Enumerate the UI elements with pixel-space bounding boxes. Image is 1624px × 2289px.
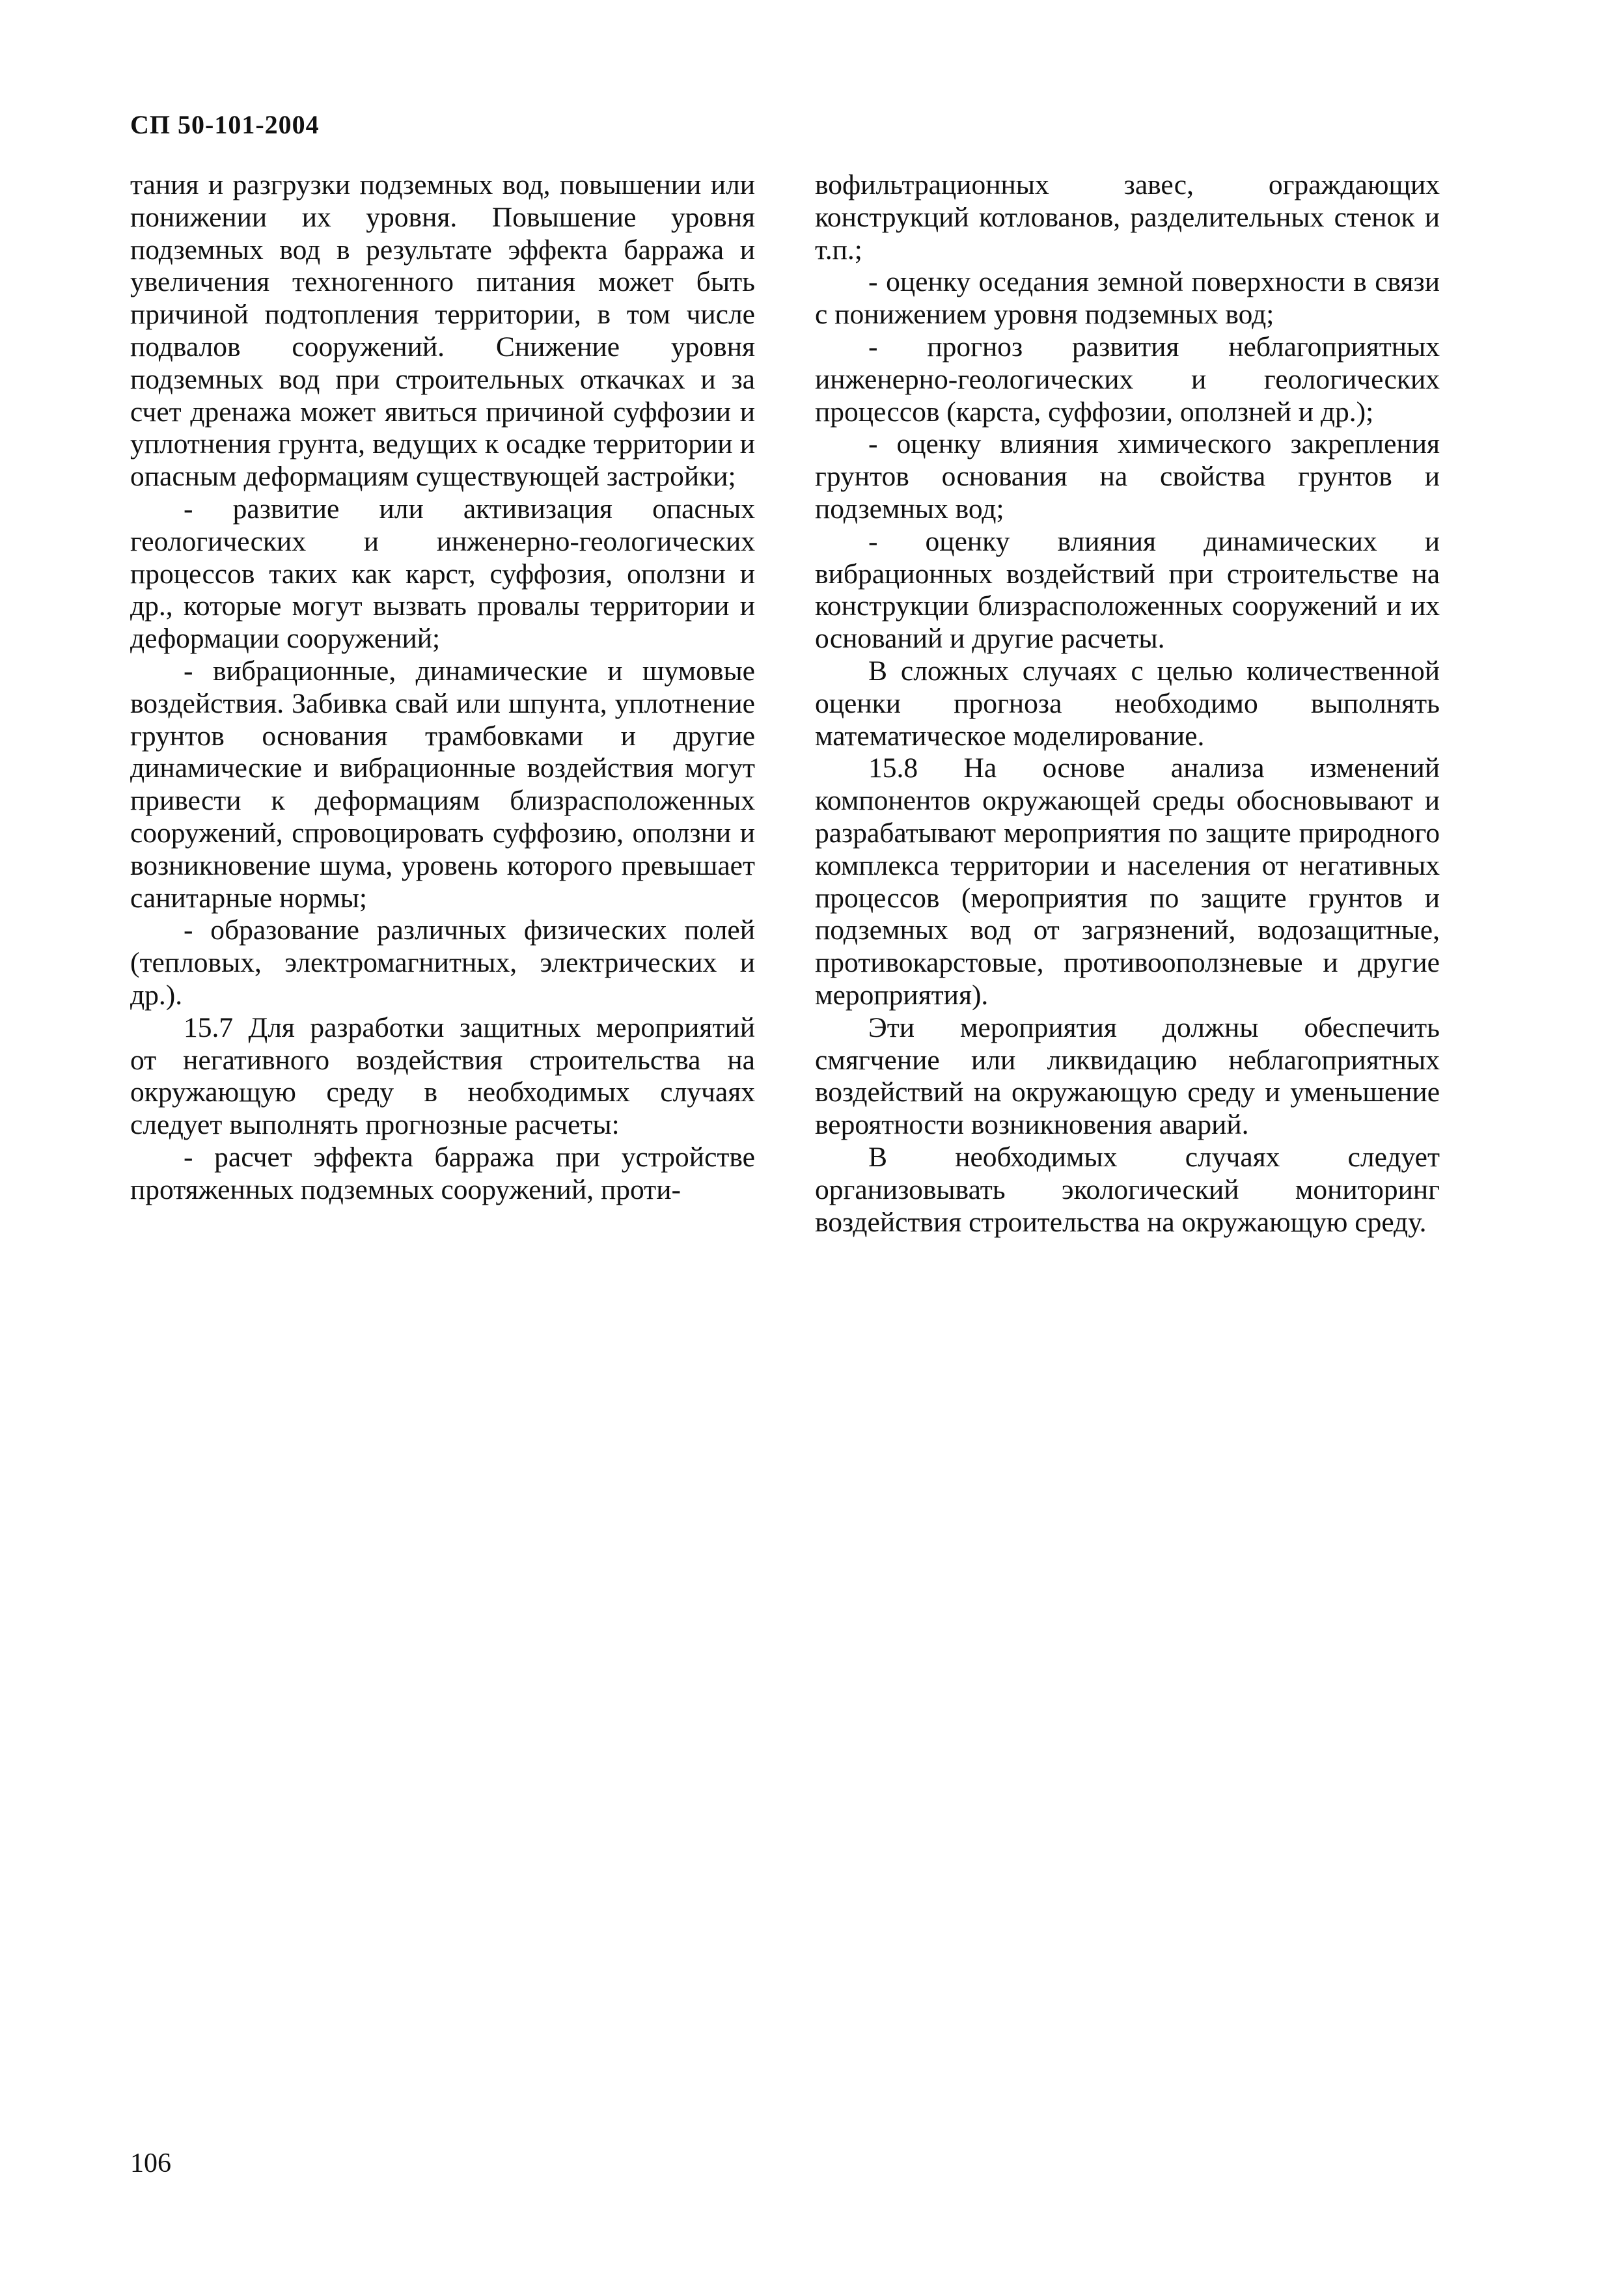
- paragraph: вофильтрационных завес, ограждающих конструкций котлованов, разделительных стенок и т.п.;: [815, 169, 1440, 266]
- right-text-column: [815, 169, 1440, 1239]
- paragraph: Эти мероприятия должны обеспечить смягчение или ликвидацию неблагоприятных воздействий на окружающую среду и уменьшение вероятности возникновения аварий.: [815, 1011, 1440, 1141]
- paragraph-section-15-7: 15.7 Для разработки защитных мероприятий от негативного воздействия строительства на окружающую среду в необходимых случаях следует выполнять прогнозные расчеты:: [130, 1011, 755, 1141]
- paragraph: В сложных случаях с целью количественной оценки прогноза необходимо выполнять математическое моделирование.: [815, 655, 1440, 752]
- paragraph: - оценку влияния динамических и вибрационных воздействий при строительстве на конструкции близрасположенных сооружений и их оснований и другие расчеты.: [815, 525, 1440, 655]
- left-text-column: [130, 169, 755, 1207]
- paragraph: тания и разгрузки подземных вод, повышении или понижении их уровня. Повышение уровня подземных вод в результате эффекта барража и увеличения техногенного питания может быть причиной подтопления территории, в том числе подвалов сооружений. Снижение уровня подземных вод при строительных откачках и за счет дренажа может явиться причиной суффозии и уплотнения грунта, ведущих к осадке территории и опасным деформациям существующей застройки;: [130, 169, 755, 493]
- paragraph: - оценку оседания земной поверхности в связи с понижением уровня подземных вод;: [815, 266, 1440, 331]
- page-number: 106: [130, 2148, 171, 2178]
- paragraph: - оценку влияния химического закрепления грунтов основания на свойства грунтов и подземных вод;: [815, 428, 1440, 525]
- paragraph: - вибрационные, динамические и шумовые воздействия. Забивка свай или шпунта, уплотнение грунтов основания трамбовками и другие динамические и вибрационные воздействия могут привести к деформациям близрасположенных сооружений, спровоцировать суффозию, оползни и возникновение шума, уровень которого превышает санитарные нормы;: [130, 655, 755, 914]
- paragraph: - прогноз развития неблагоприятных инженерно-геологических и геологических процессов (карста, суффозии, оползней и др.);: [815, 331, 1440, 428]
- document-code-header: СП 50-101-2004: [130, 110, 320, 139]
- paragraph: - расчет эффекта барража при устройстве протяженных подземных сооружений, проти-: [130, 1141, 755, 1205]
- paragraph: В необходимых случаях следует организовывать экологический мониторинг воздействия строительства на окружающую среду.: [815, 1141, 1440, 1238]
- paragraph: - образование различных физических полей (тепловых, электромагнитных, электрических и др.).: [130, 914, 755, 1011]
- paragraph: - развитие или активизация опасных геологических и инженерно-геологических процессов таких как карст, суффозия, оползни и др., которые могут вызвать провалы территории и деформации сооружений;: [130, 493, 755, 655]
- paragraph-section-15-8: 15.8 На основе анализа изменений компонентов окружающей среды обосновывают и разрабатывают мероприятия по защите природного комплекса территории и населения от негативных процессов (мероприятия по защите грунтов и подземных вод от загрязнений, водозащитные, противокарстовые, противооползневые и другие мероприятия).: [815, 752, 1440, 1011]
